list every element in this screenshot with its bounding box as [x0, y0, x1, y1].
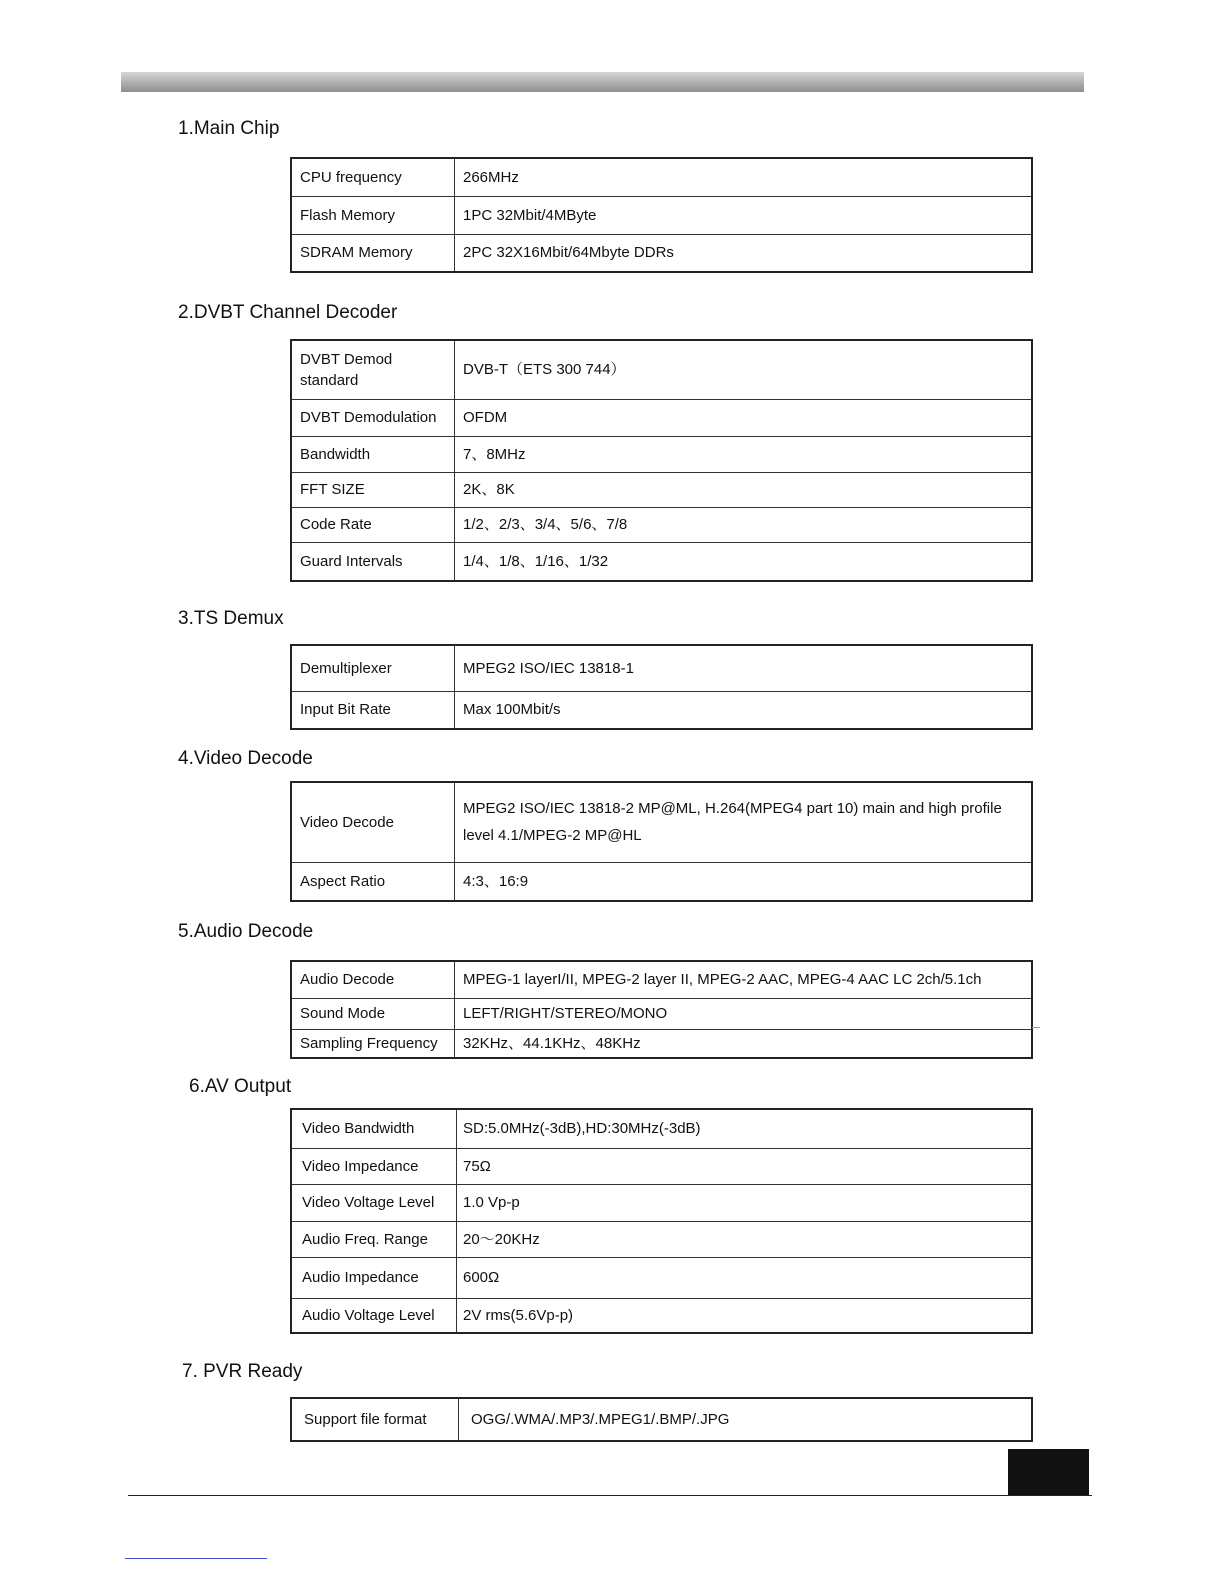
spec-label: Video Impedance	[291, 1148, 457, 1184]
spec-label: Video Bandwidth	[291, 1109, 457, 1148]
table-row	[291, 691, 1032, 729]
table-row	[291, 961, 1032, 998]
table-row	[291, 1298, 1032, 1333]
spec-label: Sound Mode	[291, 998, 455, 1029]
spec-value: 1/4、1/8、1/16、1/32	[455, 542, 1033, 581]
section-title-video-decode: 4.Video Decode	[178, 748, 313, 769]
spec-value: 2PC 32X16Mbit/64Mbyte DDRs	[455, 234, 1033, 272]
spec-label: Guard Intervals	[291, 542, 455, 581]
spec-value: 7、8MHz	[455, 436, 1033, 472]
section-title-pvr-ready: 7. PVR Ready	[182, 1361, 303, 1382]
spec-value: 2K、8K	[455, 472, 1033, 507]
table-row	[291, 1148, 1032, 1184]
spec-label: Support file format	[291, 1398, 459, 1441]
spec-value: 1PC 32Mbit/4MByte	[455, 196, 1033, 234]
spec-table-audio-decode	[290, 960, 1033, 1059]
table-row	[291, 645, 1032, 691]
spec-value: 20～20KHz	[457, 1221, 1033, 1257]
spec-label: Audio Decode	[291, 961, 455, 998]
spec-label: Bandwidth	[291, 436, 455, 472]
table-row	[291, 196, 1032, 234]
table-row	[291, 998, 1032, 1029]
spec-label: Input Bit Rate	[291, 691, 455, 729]
footer-divider	[128, 1495, 1092, 1496]
spec-value: MPEG-1 layerI/II, MPEG-2 layer II, MPEG-2 AAC, MPEG-4 AAC LC 2ch/5.1ch	[455, 961, 1033, 998]
table-row	[291, 1398, 1032, 1441]
spec-label: DVBT Demod standard	[291, 340, 455, 399]
spec-value: MPEG2 ISO/IEC 13818-1	[455, 645, 1033, 691]
spec-label: Video Voltage Level	[291, 1184, 457, 1221]
table-row	[291, 340, 1032, 399]
spec-label: CPU frequency	[291, 158, 455, 196]
spec-label: Flash Memory	[291, 196, 455, 234]
spec-value: 1/2、2/3、3/4、5/6、7/8	[455, 507, 1033, 542]
spec-label: Aspect Ratio	[291, 862, 455, 901]
spec-value: DVB-T（ETS 300 744）	[455, 340, 1033, 399]
table-row	[291, 862, 1032, 901]
footer-link-underline	[125, 1558, 267, 1559]
spec-label: Audio Freq. Range	[291, 1221, 457, 1257]
section-title-audio-decode: 5.Audio Decode	[178, 921, 314, 942]
spec-label: Audio Voltage Level	[291, 1298, 457, 1333]
spec-label: SDRAM Memory	[291, 234, 455, 272]
section-title-av-output: 6.AV Output	[189, 1076, 292, 1097]
table-row	[291, 782, 1032, 862]
spec-label: Code Rate	[291, 507, 455, 542]
spec-value: 75Ω	[457, 1148, 1033, 1184]
page-number-tab	[1008, 1449, 1089, 1496]
spec-label: DVBT Demodulation	[291, 399, 455, 436]
spec-table-pvr-ready	[290, 1397, 1033, 1442]
spec-table-av-output	[290, 1108, 1033, 1334]
spec-value: OGG/.WMA/.MP3/.MPEG1/.BMP/.JPG	[459, 1398, 1033, 1441]
spec-value: 32KHz、44.1KHz、48KHz	[455, 1029, 1033, 1058]
spec-value: 1.0 Vp-p	[457, 1184, 1033, 1221]
spec-value: Max 100Mbit/s	[455, 691, 1033, 729]
header-bar	[121, 72, 1084, 92]
spec-value: 266MHz	[455, 158, 1033, 196]
section-title-main-chip: 1.Main Chip	[178, 118, 280, 139]
table-row	[291, 1221, 1032, 1257]
table-row	[291, 1257, 1032, 1298]
spec-value: 4:3、16:9	[455, 862, 1033, 901]
table-row	[291, 1029, 1032, 1058]
spec-table-video-decode	[290, 781, 1033, 902]
section-title-dvbt-channel-decoder: 2.DVBT Channel Decoder	[178, 302, 398, 323]
spec-label: Demultiplexer	[291, 645, 455, 691]
spec-value: 600Ω	[457, 1257, 1033, 1298]
spec-table-dvbt-channel-decoder	[290, 339, 1033, 582]
section-title-ts-demux: 3.TS Demux	[178, 608, 284, 629]
spec-label: Audio Impedance	[291, 1257, 457, 1298]
table-row	[291, 472, 1032, 507]
table-row	[291, 234, 1032, 272]
table-row	[291, 507, 1032, 542]
spec-value: LEFT/RIGHT/STEREO/MONO	[455, 998, 1033, 1029]
table-row	[291, 542, 1032, 581]
table-row	[291, 1109, 1032, 1148]
spec-table-ts-demux	[290, 644, 1033, 730]
spec-value: 2V rms(5.6Vp-p)	[457, 1298, 1033, 1333]
spec-label: FFT SIZE	[291, 472, 455, 507]
table-row	[291, 399, 1032, 436]
spec-value: MPEG2 ISO/IEC 13818-2 MP@ML, H.264(MPEG4 part 10) main and high profile level 4.1/MPEG-2 MP@HL	[455, 782, 1033, 862]
spec-value: OFDM	[455, 399, 1033, 436]
table-row	[291, 436, 1032, 472]
divider	[1032, 1027, 1040, 1028]
spec-table-main-chip	[290, 157, 1033, 273]
spec-label: Sampling Frequency	[291, 1029, 455, 1058]
spec-label: Video Decode	[291, 782, 455, 862]
table-row	[291, 158, 1032, 196]
spec-value: SD:5.0MHz(-3dB),HD:30MHz(-3dB)	[457, 1109, 1033, 1148]
table-row	[291, 1184, 1032, 1221]
